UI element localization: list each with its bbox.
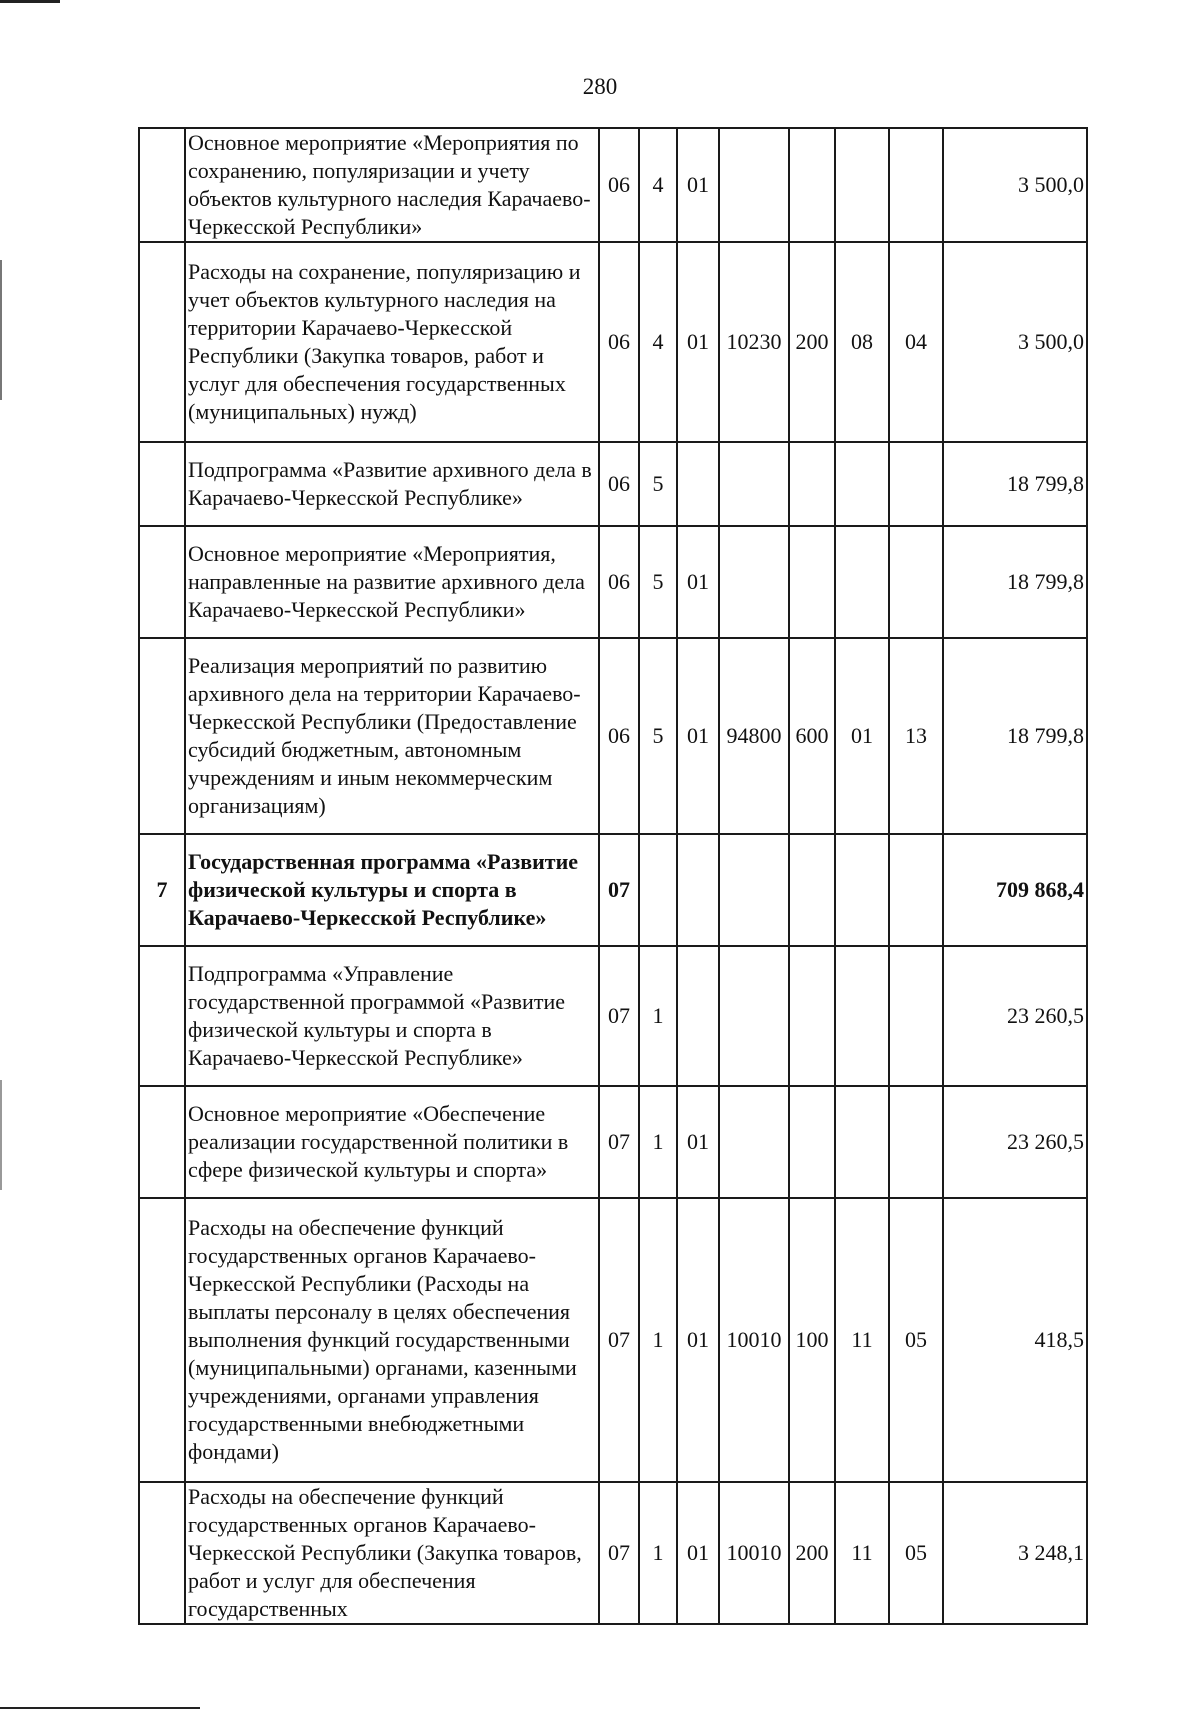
code-expense-type: 600 xyxy=(789,638,835,834)
row-number xyxy=(139,242,185,442)
code-subsection xyxy=(889,526,943,638)
row-name: Расходы на обеспечение функций государственных органов Карачаево-Черкесской Республики (Закупка товаров, работ и услуг для обеспечения государственных xyxy=(185,1482,599,1624)
code-subsection: 05 xyxy=(889,1482,943,1624)
row-number xyxy=(139,638,185,834)
code-subsection: 05 xyxy=(889,1198,943,1482)
code-program: 07 xyxy=(599,1482,639,1624)
row-number xyxy=(139,1482,185,1624)
code-program: 07 xyxy=(599,1198,639,1482)
code-expense-type xyxy=(789,526,835,638)
code-program: 06 xyxy=(599,526,639,638)
row-amount: 3 500,0 xyxy=(943,242,1087,442)
code-direction xyxy=(719,1086,789,1198)
row-name: Государственная программа «Развитие физической культуры и спорта в Карачаево-Черкесской Республике» xyxy=(185,834,599,946)
row-number xyxy=(139,1198,185,1482)
code-subsection: 04 xyxy=(889,242,943,442)
row-amount: 23 260,5 xyxy=(943,1086,1087,1198)
code-program: 07 xyxy=(599,946,639,1086)
code-subprogram: 1 xyxy=(639,1198,677,1482)
code-expense-type xyxy=(789,946,835,1086)
code-direction xyxy=(719,442,789,526)
code-expense-type: 200 xyxy=(789,1482,835,1624)
code-program: 06 xyxy=(599,242,639,442)
code-section xyxy=(835,1086,889,1198)
row-name: Подпрограмма «Развитие архивного дела в Карачаево-Черкесской Республике» xyxy=(185,442,599,526)
budget-table xyxy=(138,127,1088,1625)
code-section xyxy=(835,128,889,242)
code-subprogram: 5 xyxy=(639,638,677,834)
code-event xyxy=(677,946,719,1086)
row-name: Основное мероприятие «Обеспечение реализации государственной политики в сфере физической культуры и спорта» xyxy=(185,1086,599,1198)
code-expense-type xyxy=(789,834,835,946)
code-section xyxy=(835,946,889,1086)
code-event xyxy=(677,834,719,946)
row-number xyxy=(139,128,185,242)
code-section: 11 xyxy=(835,1482,889,1624)
code-expense-type xyxy=(789,128,835,242)
row-name: Расходы на сохранение, популяризацию и учет объектов культурного наследия на территории Карачаево-Черкесской Республики (Закупка товаров, работ и услуг для обеспечения государственных (муниципальных) нужд) xyxy=(185,242,599,442)
row-amount: 709 868,4 xyxy=(943,834,1087,946)
code-section xyxy=(835,834,889,946)
row-amount: 3 248,1 xyxy=(943,1482,1087,1624)
code-subprogram xyxy=(639,834,677,946)
table-row xyxy=(139,128,1087,242)
scan-mark-top-left xyxy=(0,0,60,3)
code-direction: 94800 xyxy=(719,638,789,834)
code-subsection xyxy=(889,834,943,946)
code-expense-type xyxy=(789,442,835,526)
code-event: 01 xyxy=(677,526,719,638)
code-subprogram: 5 xyxy=(639,442,677,526)
code-subprogram: 1 xyxy=(639,1482,677,1624)
row-number xyxy=(139,442,185,526)
code-expense-type: 100 xyxy=(789,1198,835,1482)
code-subsection xyxy=(889,442,943,526)
row-amount: 18 799,8 xyxy=(943,442,1087,526)
row-number xyxy=(139,946,185,1086)
row-number: 7 xyxy=(139,834,185,946)
code-event: 01 xyxy=(677,1086,719,1198)
table-row xyxy=(139,442,1087,526)
code-direction xyxy=(719,834,789,946)
row-name: Основное мероприятие «Мероприятия по сохранению, популяризации и учету объектов культурного наследия Карачаево-Черкесской Республики» xyxy=(185,128,599,242)
code-subprogram: 1 xyxy=(639,1086,677,1198)
table-row xyxy=(139,834,1087,946)
scan-mark-left-edge-2 xyxy=(0,1080,2,1190)
code-direction: 10010 xyxy=(719,1482,789,1624)
row-amount: 23 260,5 xyxy=(943,946,1087,1086)
row-number xyxy=(139,1086,185,1198)
code-event: 01 xyxy=(677,242,719,442)
row-amount: 18 799,8 xyxy=(943,526,1087,638)
table-row xyxy=(139,526,1087,638)
code-direction xyxy=(719,946,789,1086)
code-event: 01 xyxy=(677,638,719,834)
code-section: 11 xyxy=(835,1198,889,1482)
page-number: 280 xyxy=(582,74,618,99)
row-name: Реализация мероприятий по развитию архивного дела на территории Карачаево-Черкесской Республики (Предоставление субсидий бюджетным, автономным учреждениям и иным некоммерческим организациям) xyxy=(185,638,599,834)
code-direction xyxy=(719,128,789,242)
code-program: 06 xyxy=(599,128,639,242)
row-name: Расходы на обеспечение функций государственных органов Карачаево-Черкесской Республики (Расходы на выплаты персоналу в целях обеспечения выполнения функций государственными (муниципальными) органами, казенными учреждениями, органами управления государственными внебюджетными фондами) xyxy=(185,1198,599,1482)
code-direction: 10010 xyxy=(719,1198,789,1482)
table-row xyxy=(139,1086,1087,1198)
scan-mark-bottom-left xyxy=(0,1707,200,1709)
code-subsection xyxy=(889,128,943,242)
code-section: 08 xyxy=(835,242,889,442)
code-direction xyxy=(719,526,789,638)
code-section: 01 xyxy=(835,638,889,834)
code-subprogram: 4 xyxy=(639,128,677,242)
code-direction: 10230 xyxy=(719,242,789,442)
code-expense-type xyxy=(789,1086,835,1198)
code-event: 01 xyxy=(677,128,719,242)
code-subsection: 13 xyxy=(889,638,943,834)
code-event xyxy=(677,442,719,526)
table-row xyxy=(139,1482,1087,1624)
code-program: 07 xyxy=(599,834,639,946)
row-number xyxy=(139,526,185,638)
table-row xyxy=(139,638,1087,834)
row-name: Основное мероприятие «Мероприятия, направленные на развитие архивного дела Карачаево-Черкесской Республики» xyxy=(185,526,599,638)
table-row xyxy=(139,1198,1087,1482)
row-amount: 418,5 xyxy=(943,1198,1087,1482)
code-program: 06 xyxy=(599,638,639,834)
row-amount: 18 799,8 xyxy=(943,638,1087,834)
scan-mark-left-edge xyxy=(0,260,2,400)
code-expense-type: 200 xyxy=(789,242,835,442)
code-section xyxy=(835,526,889,638)
code-event: 01 xyxy=(677,1198,719,1482)
code-event: 01 xyxy=(677,1482,719,1624)
table-row xyxy=(139,946,1087,1086)
code-program: 07 xyxy=(599,1086,639,1198)
code-subsection xyxy=(889,1086,943,1198)
code-section xyxy=(835,442,889,526)
table-row xyxy=(139,242,1087,442)
row-name: Подпрограмма «Управление государственной программой «Развитие физической культуры и спорта в Карачаево-Черкесской Республике» xyxy=(185,946,599,1086)
code-subprogram: 1 xyxy=(639,946,677,1086)
row-amount: 3 500,0 xyxy=(943,128,1087,242)
code-subsection xyxy=(889,946,943,1086)
code-program: 06 xyxy=(599,442,639,526)
code-subprogram: 4 xyxy=(639,242,677,442)
code-subprogram: 5 xyxy=(639,526,677,638)
